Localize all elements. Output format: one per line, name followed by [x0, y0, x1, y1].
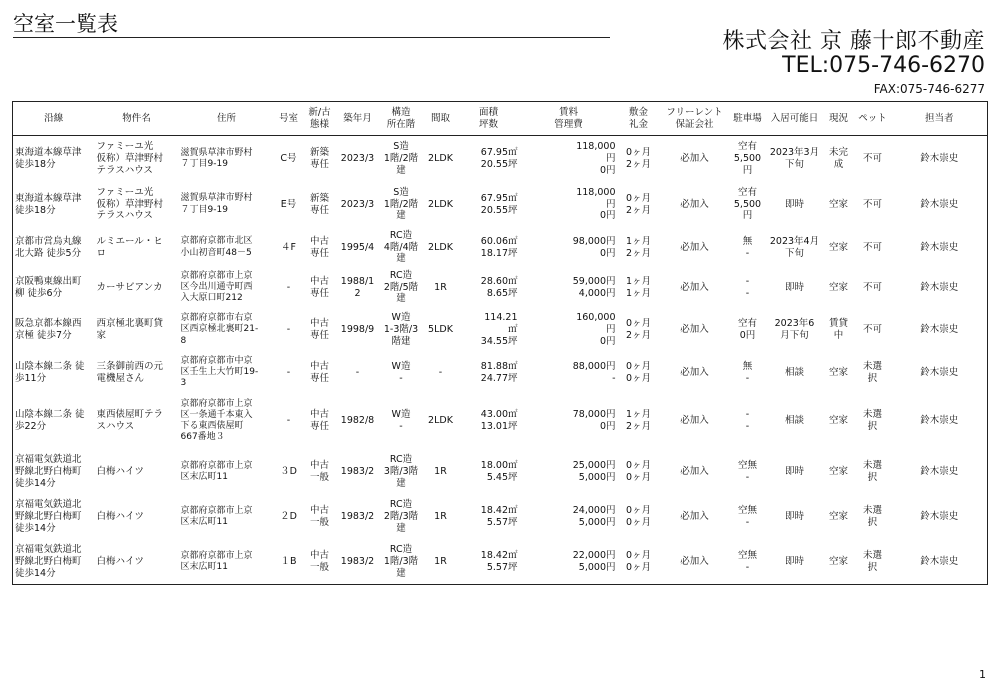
cell-status: 未完 成 — [828, 146, 848, 170]
cell-parking: 無 - — [742, 235, 753, 259]
cell-staff: 鈴木崇史 — [920, 324, 959, 336]
column-header-rent: 賃料 管理費 — [520, 102, 618, 136]
cell-built: 1983/2 — [340, 511, 375, 523]
cell-parking: 空有 5,500 円 — [733, 140, 762, 176]
cell-pet: 未選 択 — [862, 505, 882, 528]
cell-built: 1998/9 — [340, 324, 375, 336]
cell-newold: 中古 専任 — [309, 275, 329, 299]
cell-rent: 160,000 円 0円 — [576, 312, 616, 347]
cell-status: 空家 — [828, 281, 848, 293]
cell-status: 空家 — [828, 555, 848, 567]
cell-status: 空家 — [828, 241, 848, 253]
cell-status: 空家 — [828, 466, 848, 478]
cell-structure: S造 1階/2階 建 — [383, 140, 419, 176]
cell-line: 阪急京都本線西 京極 徒歩7分 — [15, 318, 82, 341]
cell-newold: 中古 専任 — [309, 409, 329, 432]
column-header-available: 入居可能日 — [766, 102, 824, 136]
cell-layout: 2LDK — [428, 198, 453, 210]
cell-newold: 中古 一般 — [309, 549, 329, 573]
column-header-staff: 担当者 — [892, 102, 988, 136]
cell-status: 空家 — [828, 198, 848, 210]
cell-room: ４F — [281, 241, 296, 253]
company-tel: TEL:075-746-6270 — [782, 53, 985, 78]
cell-built: - — [355, 366, 360, 378]
column-header-status: 現況 — [824, 102, 854, 136]
cell-line: 京阪鴨東線出町 柳 徒歩6分 — [15, 275, 82, 299]
cell-built: 1983/2 — [340, 466, 375, 478]
column-header-name: 物件名 — [95, 102, 179, 136]
table-row — [13, 228, 988, 268]
cell-name: 白梅ハイツ — [96, 466, 145, 478]
cell-rent: 118,000 円 0円 — [576, 186, 616, 222]
cell-available: 相談 — [784, 415, 804, 427]
cell-name: 西京極北裏町貸 家 — [96, 318, 164, 341]
cell-structure: W造 1-3階/3 階建 — [383, 312, 419, 347]
cell-layout: 1R — [434, 281, 447, 293]
column-header-parking: 駐車場 — [730, 102, 766, 136]
cell-parking: 空無 - — [737, 505, 757, 528]
cell-rent: 25,000円 5,000円 — [572, 460, 616, 483]
cell-structure: RC造 3階/3階 建 — [383, 454, 419, 489]
cell-built: 2023/3 — [340, 198, 375, 210]
cell-freerent: 必加入 — [680, 555, 709, 567]
cell-name: ファミーユ光 仮称）草津野村 テラスハウス — [96, 186, 164, 222]
cell-built: 1983/2 — [340, 555, 375, 567]
cell-structure: W造 - — [391, 360, 411, 384]
cell-built: 1982/8 — [340, 415, 375, 427]
cell-pet: 未選 択 — [862, 460, 882, 483]
column-header-line: 沿線 — [13, 102, 95, 136]
cell-address: 京都府京都市上京 区末広町11 — [180, 460, 253, 482]
cell-line: 京都市営烏丸線 北大路 徒歩5分 — [15, 235, 82, 259]
cell-pet: 未選 択 — [862, 549, 882, 573]
table-row — [13, 450, 988, 495]
cell-parking: - - — [745, 409, 750, 432]
cell-structure: RC造 2階/3階 建 — [383, 499, 419, 534]
cell-newold: 中古 専任 — [309, 360, 329, 384]
cell-deposit: 0ヶ月 0ヶ月 — [625, 460, 652, 483]
cell-address: 滋賀県草津市野村 ７丁目9-19 — [180, 193, 253, 215]
cell-area: 43.00㎡ 13.01坪 — [480, 409, 518, 432]
cell-layout: 1R — [434, 555, 447, 567]
cell-newold: 中古 専任 — [309, 235, 329, 259]
cell-pet: 不可 — [862, 324, 882, 336]
cell-freerent: 必加入 — [680, 324, 709, 336]
cell-freerent: 必加入 — [680, 366, 709, 378]
cell-built: 2023/3 — [340, 152, 375, 164]
cell-staff: 鈴木崇史 — [920, 511, 959, 523]
table-row — [13, 182, 988, 228]
column-header-deposit: 敷金 礼金 — [618, 102, 660, 136]
cell-pet: 不可 — [862, 198, 882, 210]
company-fax: FAX:075-746-6277 — [873, 82, 985, 96]
cell-name: 白梅ハイツ — [96, 555, 145, 567]
cell-address: 京都府京都市上京 区一条通千本東入 下る東西俵屋町 667番地３ — [180, 398, 253, 443]
table-body — [13, 136, 988, 585]
cell-rent: 78,000円 0円 — [572, 409, 616, 432]
table-header-row — [13, 102, 988, 136]
cell-parking: 空有 0円 — [737, 318, 757, 341]
cell-rent: 59,000円 4,000円 — [572, 275, 616, 299]
table-row — [13, 393, 988, 450]
cell-pet: 未選 択 — [862, 360, 882, 384]
cell-parking: 空無 - — [737, 549, 757, 573]
cell-freerent: 必加入 — [680, 415, 709, 427]
cell-freerent: 必加入 — [680, 241, 709, 253]
cell-available: 即時 — [784, 281, 804, 293]
cell-name: カーサビアンカ — [96, 281, 163, 293]
title-underline — [13, 37, 610, 38]
cell-structure: RC造 1階/3階 建 — [383, 543, 419, 579]
column-header-structure: 構造 所在階 — [379, 102, 424, 136]
cell-rent: 24,000円 5,000円 — [572, 505, 616, 528]
company-name: 株式会社 京 藤十郎不動産 — [722, 29, 985, 54]
cell-area: 28.60㎡ 8.65坪 — [480, 275, 518, 299]
cell-newold: 新築 専任 — [309, 192, 329, 216]
cell-deposit: 0ヶ月 0ヶ月 — [625, 505, 652, 528]
cell-room: - — [286, 281, 291, 293]
cell-deposit: 1ヶ月 1ヶ月 — [625, 275, 652, 299]
column-header-freerent: フリーレント 保証会社 — [660, 102, 730, 136]
cell-rent: 98,000円 0円 — [572, 235, 616, 259]
cell-layout: 2LDK — [428, 415, 453, 427]
cell-line: 山陰本線二条 徒 歩22分 — [15, 409, 85, 432]
cell-rent: 88,000円 - — [572, 360, 616, 384]
document-title: 空室一覧表 — [13, 12, 118, 36]
table-row — [13, 540, 988, 585]
cell-staff: 鈴木崇史 — [920, 241, 959, 253]
cell-deposit: 0ヶ月 2ヶ月 — [625, 192, 652, 216]
cell-deposit: 0ヶ月 0ヶ月 — [625, 360, 652, 384]
cell-pet: 不可 — [862, 241, 882, 253]
cell-name: 東西俵屋町テラ スハウス — [96, 409, 164, 432]
table-row — [13, 268, 988, 308]
cell-layout: 1R — [434, 466, 447, 478]
cell-address: 京都府京都市右京 区西京極北裏町21- 8 — [180, 313, 259, 346]
cell-status: 空家 — [828, 415, 848, 427]
cell-available: 2023年3月 下旬 — [769, 146, 820, 170]
cell-layout: - — [438, 366, 443, 378]
cell-address: 京都府京都市上京 区末広町11 — [180, 505, 253, 527]
cell-room: - — [286, 366, 291, 378]
cell-name: 三条御前西の元 電機屋さん — [96, 360, 164, 384]
cell-newold: 中古 一般 — [309, 505, 329, 528]
cell-address: 京都府京都市中京 区壬生上大竹町19- 3 — [180, 355, 259, 389]
column-header-pet: ペット — [854, 102, 892, 136]
cell-area: 18.42㎡ 5.57坪 — [480, 505, 518, 528]
cell-room: E号 — [280, 198, 297, 210]
table-row — [13, 495, 988, 540]
cell-structure: RC造 2階/5階 建 — [383, 269, 419, 305]
cell-line: 京福電気鉄道北 野線北野白梅町 徒歩14分 — [15, 454, 82, 489]
cell-rent: 22,000円 5,000円 — [572, 549, 616, 573]
vacancy-table — [12, 101, 988, 585]
table-row — [13, 353, 988, 393]
cell-room: - — [286, 324, 291, 336]
cell-newold: 中古 一般 — [309, 460, 329, 483]
column-header-room: 号室 — [275, 102, 303, 136]
cell-area: 114.21 ㎡ 34.55坪 — [480, 312, 518, 347]
cell-pet: 未選 択 — [862, 409, 882, 432]
cell-address: 京都府京都市上京 区末広町11 — [180, 550, 253, 572]
cell-room: ２D — [280, 511, 297, 523]
cell-available: 即時 — [784, 555, 804, 567]
cell-available: 即時 — [784, 511, 804, 523]
column-header-area: 面積 坪数 — [458, 102, 520, 136]
cell-staff: 鈴木崇史 — [920, 366, 959, 378]
cell-line: 山陰本線二条 徒 歩11分 — [15, 360, 85, 384]
cell-freerent: 必加入 — [680, 281, 709, 293]
cell-layout: 2LDK — [428, 152, 453, 164]
cell-area: 67.95㎡ 20.55坪 — [480, 146, 518, 170]
cell-parking: 空無 - — [737, 460, 757, 483]
cell-deposit: 1ヶ月 2ヶ月 — [625, 409, 652, 432]
cell-line: 京福電気鉄道北 野線北野白梅町 徒歩14分 — [15, 543, 82, 579]
cell-built: 1988/12 — [340, 275, 375, 299]
cell-available: 即時 — [784, 466, 804, 478]
cell-line: 東海道本線草津 徒歩18分 — [15, 192, 82, 216]
cell-available: 即時 — [784, 198, 804, 210]
cell-parking: 空有 5,500 円 — [733, 186, 762, 222]
cell-freerent: 必加入 — [680, 466, 709, 478]
cell-pet: 不可 — [862, 152, 882, 164]
cell-room: C号 — [280, 152, 297, 164]
column-header-layout: 間取 — [424, 102, 458, 136]
cell-layout: 5LDK — [428, 324, 453, 336]
cell-available: 相談 — [784, 366, 804, 378]
cell-newold: 中古 専任 — [309, 318, 329, 341]
cell-line: 東海道本線草津 徒歩18分 — [15, 146, 82, 170]
column-header-built: 築年月 — [337, 102, 379, 136]
cell-freerent: 必加入 — [680, 511, 709, 523]
cell-staff: 鈴木崇史 — [920, 415, 959, 427]
cell-layout: 1R — [434, 511, 447, 523]
cell-status: 空家 — [828, 511, 848, 523]
cell-rent: 118,000 円 0円 — [576, 140, 616, 176]
cell-address: 京都府京都市北区 小山初音町48－5 — [180, 236, 253, 258]
cell-available: 2023年6 月下旬 — [774, 318, 815, 341]
cell-area: 60.06㎡ 18.17坪 — [480, 235, 518, 259]
cell-room: １B — [280, 555, 297, 567]
column-header-newold: 新/古 態様 — [303, 102, 337, 136]
cell-structure: W造 - — [391, 409, 411, 432]
cell-room: - — [286, 415, 291, 427]
column-header-address: 住所 — [179, 102, 275, 136]
cell-pet: 不可 — [862, 281, 882, 293]
cell-address: 京都府京都市上京 区今出川通寺町西 入大原口町212 — [180, 270, 253, 304]
cell-parking: - - — [745, 275, 750, 299]
cell-status: 賃貸 中 — [828, 318, 848, 341]
cell-area: 81.88㎡ 24.77坪 — [480, 360, 518, 384]
cell-staff: 鈴木崇史 — [920, 281, 959, 293]
cell-structure: RC造 4階/4階 建 — [383, 229, 419, 265]
cell-staff: 鈴木崇史 — [920, 198, 959, 210]
cell-newold: 新築 専任 — [309, 146, 329, 170]
cell-available: 2023年4月 下旬 — [769, 235, 820, 259]
cell-deposit: 0ヶ月 0ヶ月 — [625, 549, 652, 573]
cell-structure: S造 1階/2階 建 — [383, 186, 419, 222]
cell-area: 67.95㎡ 20.55坪 — [480, 192, 518, 216]
cell-staff: 鈴木崇史 — [920, 152, 959, 164]
table-row — [13, 136, 988, 182]
table-row — [13, 308, 988, 353]
cell-area: 18.42㎡ 5.57坪 — [480, 549, 518, 573]
cell-built: 1995/4 — [340, 241, 375, 253]
cell-room: ３D — [280, 466, 297, 478]
page-number: 1 — [979, 668, 986, 681]
cell-deposit: 0ヶ月 2ヶ月 — [625, 146, 652, 170]
cell-deposit: 0ヶ月 2ヶ月 — [625, 318, 652, 341]
cell-freerent: 必加入 — [680, 152, 709, 164]
cell-area: 18.00㎡ 5.45坪 — [480, 460, 518, 483]
cell-layout: 2LDK — [428, 241, 453, 253]
cell-name: ファミーユ光 仮称）草津野村 テラスハウス — [96, 140, 164, 176]
cell-name: ルミエール・ヒ ロ — [96, 235, 163, 259]
cell-staff: 鈴木崇史 — [920, 555, 959, 567]
cell-staff: 鈴木崇史 — [920, 466, 959, 478]
cell-freerent: 必加入 — [680, 198, 709, 210]
cell-line: 京福電気鉄道北 野線北野白梅町 徒歩14分 — [15, 499, 82, 534]
cell-deposit: 1ヶ月 2ヶ月 — [625, 235, 652, 259]
cell-parking: 無 - — [742, 360, 753, 384]
cell-status: 空家 — [828, 366, 848, 378]
cell-name: 白梅ハイツ — [96, 511, 145, 523]
cell-address: 滋賀県草津市野村 ７丁目9-19 — [180, 147, 253, 169]
